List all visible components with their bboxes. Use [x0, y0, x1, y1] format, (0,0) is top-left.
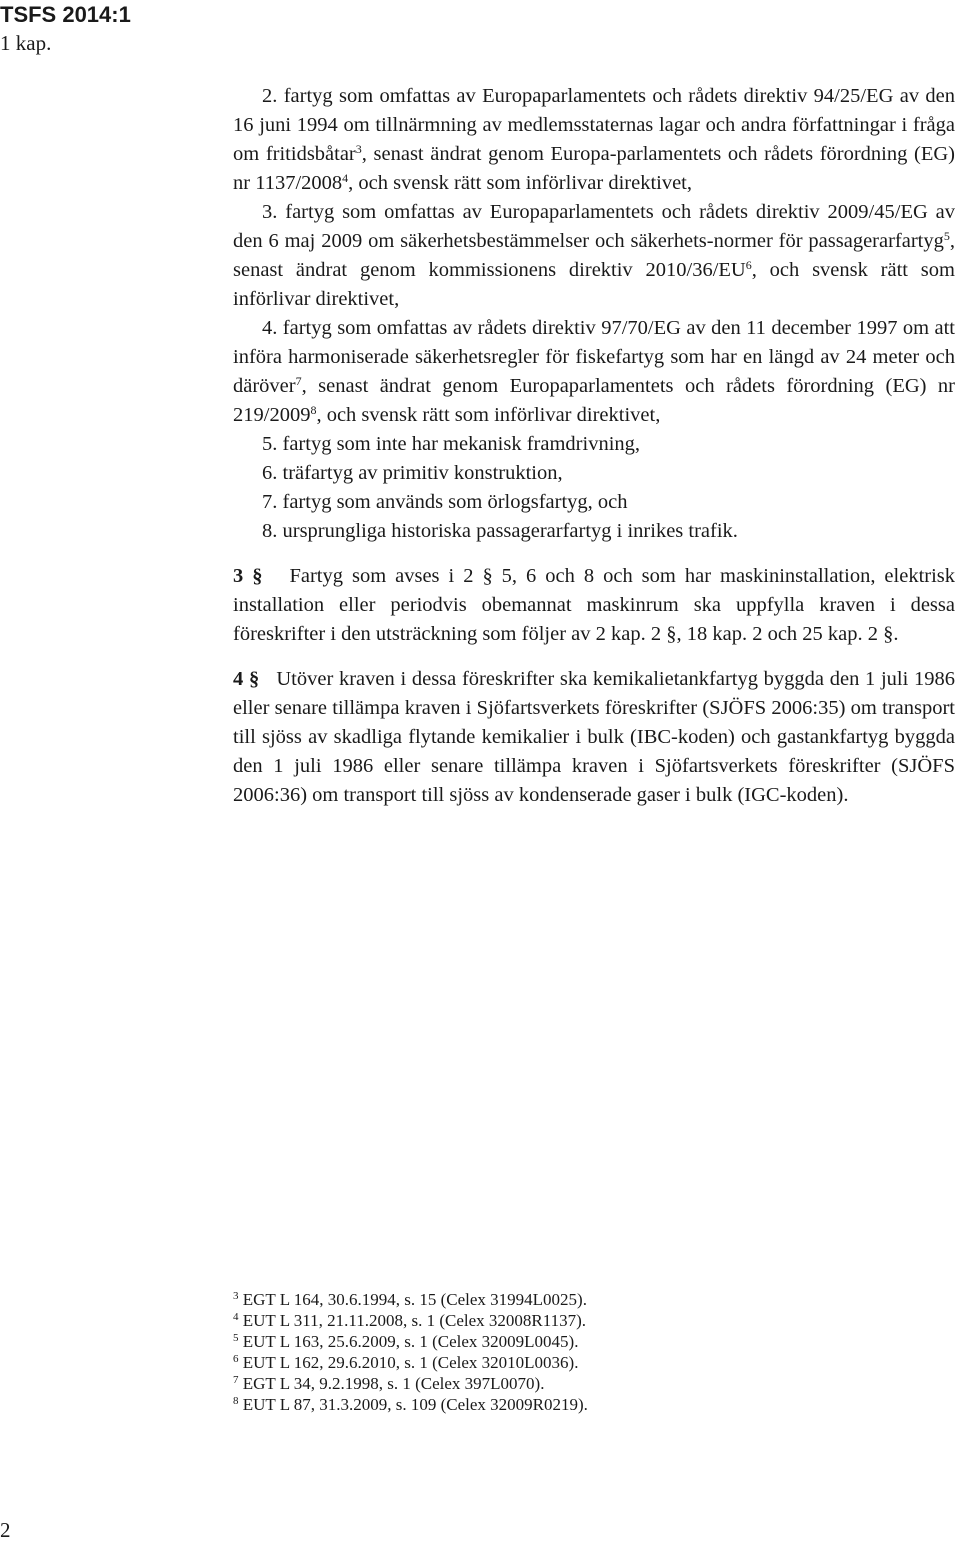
- footnote: [233, 1289, 955, 1310]
- footnotes: [233, 1289, 955, 1415]
- section-text: Utöver kraven i dessa föreskrifter ska kemikalietankfartyg byggda den 1 juli 1986 eller senare tillämpa kraven i Sjöfartsverkets föreskrifter (SJÖFS 2006:35) om transport till sjöss av skadliga flytande kemikalier i bulk (IBC-koden) och gastankfartyg byggda den 1 juli 1986 eller senare tillämpa kraven i Sjöfartsverkets föreskrifter (SJÖFS 2006:36) om transport till sjöss av kondenserade gaser i bulk (IGC-koden).: [233, 668, 956, 806]
- section-text: Fartyg som avses i 2 § 5, 6 och 8 och som har maskininstallation, elektrisk installation eller periodvis obemannat maskinrum ska uppfylla kraven i dessa föreskrifter i den utsträckning som följer av 2 kap. 2 §, 18 kap. 2 och 25 kap. 2 §.: [233, 565, 956, 645]
- item-text: 2. fartyg som omfattas av Europaparlamentets och rådets direktiv 94/25/EG av den 16 juni 1994 om tillnärmning av medlemsstaternas lagar och andra författningar i fråga om fritidsbåtar: [233, 85, 955, 165]
- list-item-5: 5. fartyg som inte har mekanisk framdrivning,: [262, 433, 641, 455]
- footnote-ref-6: 6: [745, 258, 752, 272]
- list-item-8: 8. ursprungliga historiska passagerarfartyg i inrikes trafik.: [262, 520, 738, 542]
- item-text: , senast ändrat genom kommissionens direktiv 2010/36/EU: [233, 230, 955, 281]
- footnote-text: EUT L 162, 29.6.2010, s. 1 (Celex 32010L0036).: [242, 1353, 579, 1372]
- item-text: , och svensk rätt som införlivar direktivet,: [233, 259, 955, 310]
- footnote-number: 8: [233, 1395, 239, 1407]
- list-item-4: [233, 314, 955, 430]
- footnote-ref-8: 8: [310, 403, 317, 417]
- footnote-text: EUT L 87, 31.3.2009, s. 109 (Celex 32009R0219).: [242, 1395, 588, 1414]
- footnote-text: EGT L 34, 9.2.1998, s. 1 (Celex 397L0070).: [242, 1374, 545, 1393]
- footnote: [233, 1352, 955, 1373]
- footnote-number: 7: [233, 1374, 239, 1386]
- footnote-text: EUT L 163, 25.6.2009, s. 1 (Celex 32009L0045).: [242, 1332, 579, 1351]
- footnote: [233, 1331, 955, 1352]
- page-number: 2: [0, 1518, 11, 1542]
- footnote-text: EGT L 164, 30.6.1994, s. 15 (Celex 31994L0025).: [242, 1290, 587, 1309]
- section-4: [233, 665, 955, 810]
- list-item-7: 7. fartyg som används som örlogsfartyg, och: [262, 491, 628, 513]
- section-number: 4 §: [233, 668, 260, 690]
- item-text: , senast ändrat genom Europaparlamentets och rådets förordning (EG) nr 219/2009: [233, 375, 955, 426]
- section-number: 3 §: [233, 565, 263, 587]
- footnote-text: EUT L 311, 21.11.2008, s. 1 (Celex 32008R1137).: [242, 1311, 587, 1330]
- footnote-ref-5: 5: [943, 229, 950, 243]
- list-item-2: [233, 82, 955, 198]
- item-text: , och svensk rätt som införlivar direktivet,: [316, 404, 661, 426]
- item-text: 3. fartyg som omfattas av Europaparlamentets och rådets direktiv 2009/45/EG av den 6 maj 2009 om säkerhetsbestämmelser och säkerhets-normer för passagerarfartyg: [233, 201, 955, 252]
- footnote-ref-3: 3: [355, 142, 362, 156]
- item-text: , senast ändrat genom Europa-parlamentets och rådets förordning (EG) nr 1137/2008: [233, 143, 955, 194]
- list-item-3: [233, 198, 955, 314]
- footnote-ref-4: 4: [342, 171, 349, 185]
- footnote: [233, 1310, 955, 1331]
- footnote-number: 6: [233, 1353, 239, 1365]
- footnote-number: 5: [233, 1332, 239, 1344]
- footnote: [233, 1373, 955, 1394]
- footnote-number: 3: [233, 1290, 239, 1302]
- item-text: 4. fartyg som omfattas av rådets direktiv 97/70/EG av den 11 december 1997 om att införa harmoniserade säkerhetsregler för fiskefartyg som har en längd av 24 meter och däröver: [233, 317, 955, 397]
- footnote-ref-7: 7: [295, 374, 302, 388]
- document-series: TSFS 2014:1: [0, 2, 131, 27]
- footnote-number: 4: [233, 1311, 239, 1323]
- main-text: [233, 82, 955, 810]
- section-3: [233, 562, 955, 649]
- chapter-label: 1 kap.: [0, 31, 52, 55]
- list-item-6: 6. träfartyg av primitiv konstruktion,: [262, 462, 563, 484]
- footnote: [233, 1394, 955, 1415]
- item-text: , och svensk rätt som införlivar direktivet,: [348, 172, 693, 194]
